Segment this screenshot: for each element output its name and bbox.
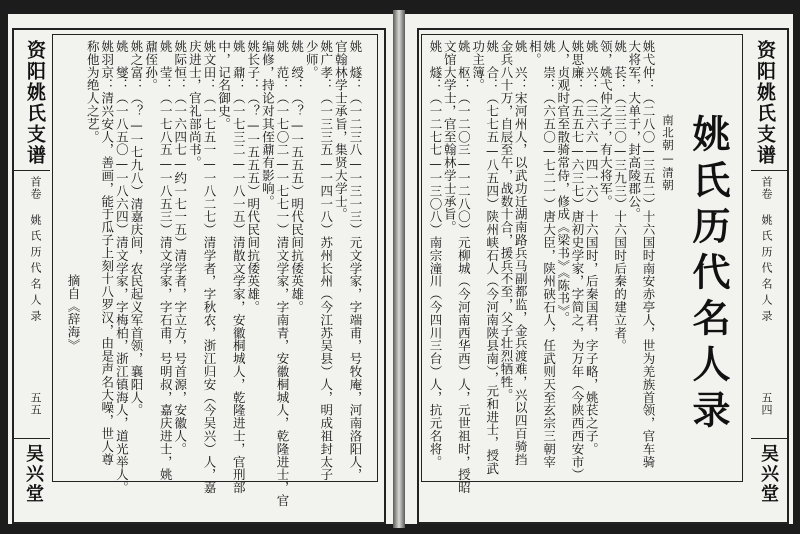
- book-title: 资阳姚氏支谱: [754, 40, 776, 166]
- right-page: [405, 14, 793, 524]
- text-column: 姚 燧：（一二三八—一三一三）元文学家，字端甫，号牧庵，河南洛阳人，: [348, 40, 363, 482]
- page-number-right: 五四: [760, 392, 773, 416]
- spine-divider: [751, 170, 787, 171]
- section-header: 姚氏历代名人录: [29, 214, 42, 326]
- text-column: 领，姚弋仲之子，有大将军。: [598, 40, 614, 208]
- text-column: 中，记名御史。: [216, 40, 232, 131]
- text-column: 姚 绶：（？—一五五五）明代民间抗倭英雄。: [289, 40, 305, 314]
- text-column: 姚弋仲：（二八〇—三五二）十六国时南安赤亭人，世为羌族首领，官车骑: [641, 40, 656, 469]
- volume-label: 首卷: [29, 176, 42, 200]
- spine-divider: [751, 438, 787, 439]
- publisher-name: 吴兴堂: [23, 444, 44, 504]
- page-heading: 姚氏历代名人录: [686, 114, 731, 436]
- text-column: 文馆大学士，官至翰林学士承旨。: [442, 40, 458, 234]
- book-spine-gutter: [393, 10, 405, 528]
- spine-divider: [14, 438, 50, 439]
- spine-divider: [14, 170, 50, 171]
- text-column: 姚 燧：（一二七七—一三〇八）南宗潼川（今四川三台）人，抗元名将。: [428, 40, 443, 469]
- text-column: 人，贞观时官至散骑常侍，修成《梁书》《陈书》。: [555, 40, 571, 325]
- text-column: 姚广孝：（一三三五—一四一八）苏州长州（今江苏吴县）人，明成祖封太子: [318, 40, 334, 482]
- left-page: [8, 14, 393, 524]
- text-column: 姚 鼐：（一七三二—一八一五）清散文学家，安徽桐城人，乾隆进士，官刑部: [231, 40, 247, 494]
- section-header: 姚氏历代名人录: [760, 214, 773, 326]
- text-column: 姚 兴：宋河州人，以武功迁湖南路兵马副都监，金兵渡难，兴以四百骑挡: [513, 40, 529, 466]
- text-column: 庆进士，官礼部尚书。: [187, 40, 203, 169]
- text-column: 姚 合：（七七五—八五四）陕州峡石人（今河南陕县南），元和进士，授武: [484, 40, 500, 475]
- source-note: 摘自《辞海》: [66, 274, 81, 352]
- text-column: 姚 燮：（一八五〇—一八六四）清文学家，字梅柏，浙江镇海人，道光举人。: [114, 40, 130, 494]
- text-column: 鼐侄孙。: [143, 40, 159, 92]
- text-column: 编修，持论对其侄鼐有影响。: [260, 40, 276, 208]
- text-column: 大将军，大单于，封高陵郡公。: [626, 40, 642, 221]
- text-column: 姚 枢：（一二〇三—一二八〇）元柳城（今河南西华西）人，元世祖时，授昭: [456, 40, 472, 494]
- text-column: 姚之富：（？—一七九八）清嘉庆间，农民起义军首领，襄阳人。: [129, 40, 144, 417]
- text-column: 称他为绝人之艺。: [85, 40, 101, 144]
- text-column: 功主簿。: [470, 40, 486, 92]
- text-column: 姚 莹：（一七八五—一八五三）清文学家，字石甫，号明叔，嘉庆进士，姚: [158, 40, 174, 482]
- period-label: 南北朝—清朝: [661, 114, 675, 192]
- text-column: 官翰林学士承旨，集贤大学士。: [333, 40, 349, 221]
- text-column: 姚 苌：（三三〇—三九三）十六国时后秦的建立者。: [612, 40, 628, 353]
- volume-label: 首卷: [760, 176, 773, 200]
- text-column: 金兵八十万，自辰至午，战数十合，援兵不至，父子壮烈牺牲。: [499, 40, 514, 402]
- text-column: 姚长子：（？—一五五五）明代民间抗倭英雄。: [245, 40, 261, 314]
- text-column: 姚 范：（一七〇二—一七七一）清文学家，字南青，安徽桐城人，乾隆进士，官: [275, 40, 290, 507]
- text-column: 姚文田：（一七五一—一八二七）清学者，字秋农，浙江归安（今吴兴）人，嘉: [202, 40, 217, 494]
- text-column: 相。: [527, 40, 543, 66]
- text-column: 姚羽京：清兴安人，善画，能于瓜子上刻十八罗汉，由是声名大噪，世人尊: [99, 40, 115, 466]
- text-column: 姚思廉：（五五七—六三七）唐初史学家，字简之，为万年（今陕西西安市）: [570, 40, 585, 482]
- publisher-name: 吴兴堂: [758, 444, 779, 504]
- book-title: 资阳姚氏支谱: [24, 40, 46, 166]
- page-number-left: 五五: [29, 392, 42, 416]
- text-column: 姚 兴：（三六六—四一六）十六国时，后秦国君，字子略，姚苌之子。: [584, 40, 600, 456]
- text-column: 少师。: [304, 40, 320, 79]
- text-column: 姚 崇：（六五〇—七二一）唐大臣，陕州硖石人，任武则天至玄宗三朝宰: [541, 40, 557, 469]
- text-column: 姚际恒：（一六四七—约一七一五）清学者，字立方，号首源，安徽人。: [172, 40, 188, 456]
